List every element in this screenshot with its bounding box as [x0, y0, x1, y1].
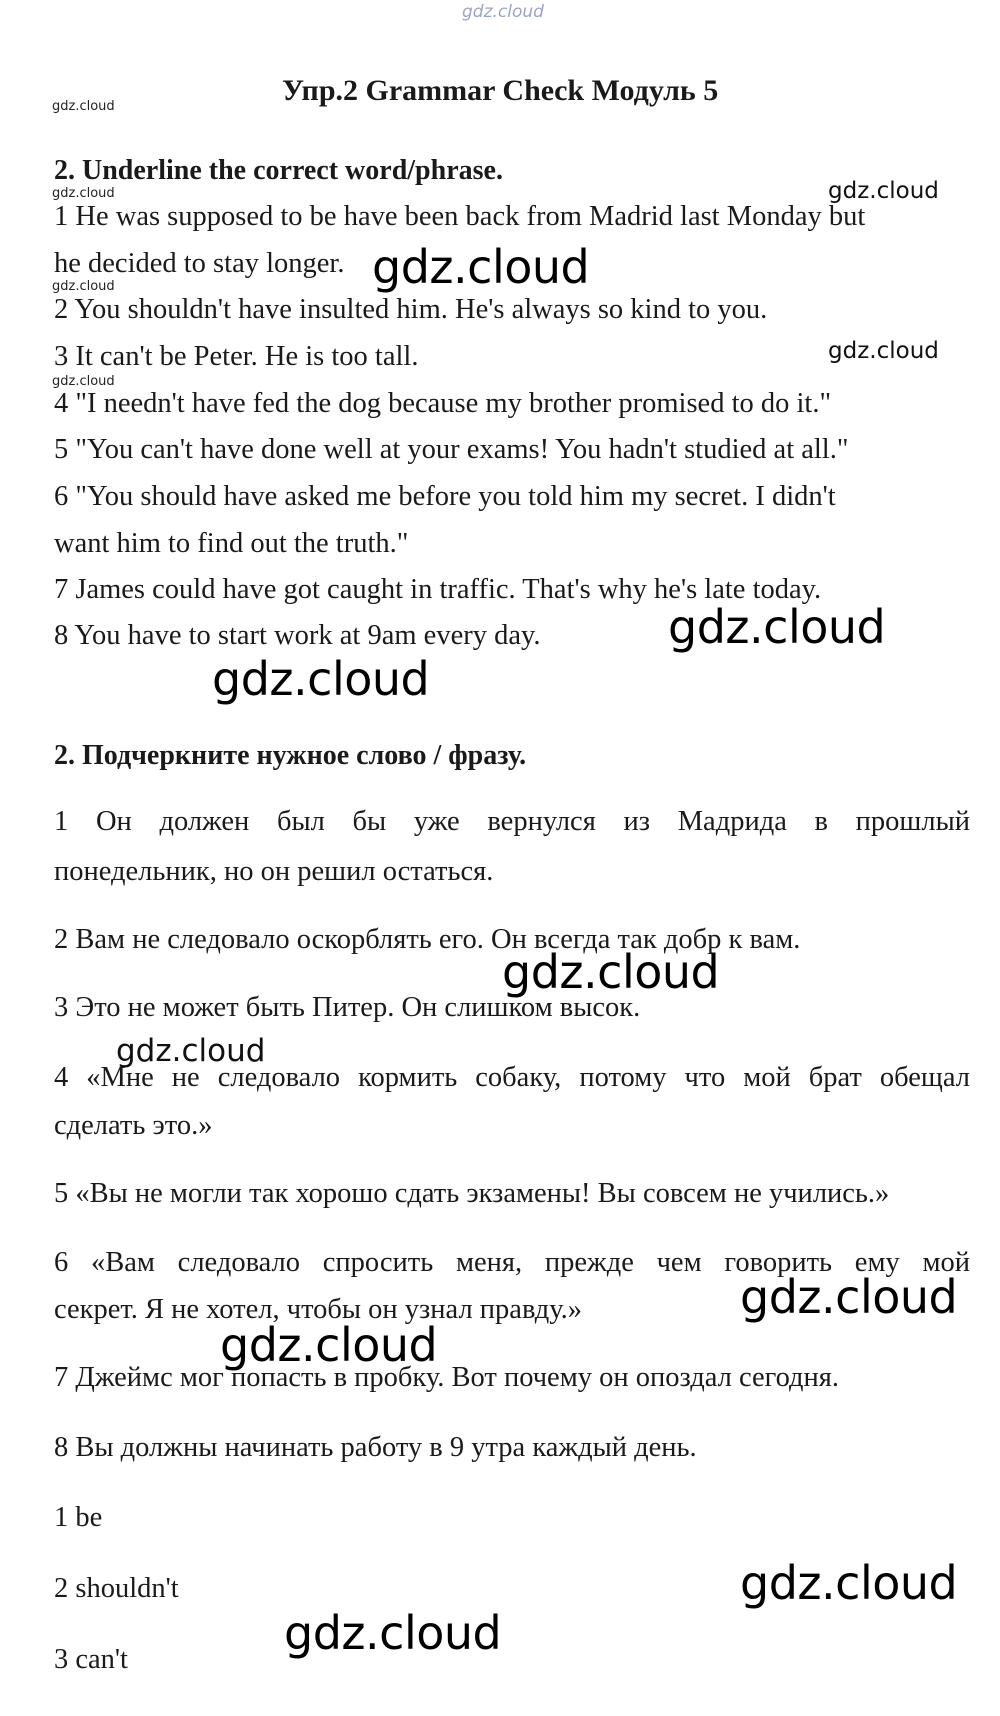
watermark-medium: gdz.cloud — [116, 1033, 266, 1069]
watermark-small: gdz.cloud — [52, 279, 115, 294]
english-heading: 2. Underline the correct word/phrase. — [54, 155, 503, 186]
watermark-large: gdz.cloud — [502, 945, 720, 999]
russian-line: секрет. Я не хотел, чтобы он узнал правду.» — [54, 1294, 582, 1325]
watermark-small: gdz.cloud — [52, 99, 115, 114]
english-line: 5 "You can't have done well at your exams! You hadn't studied at all." — [54, 434, 849, 465]
english-line: 8 You have to start work at 9am every day. — [54, 620, 541, 651]
watermark-large: gdz.cloud — [284, 1606, 502, 1660]
english-line: 3 It can't be Peter. He is too tall. — [54, 341, 419, 372]
watermark-top: gdz.cloud — [462, 2, 544, 22]
watermark-large: gdz.cloud — [740, 1556, 958, 1610]
watermark-large: gdz.cloud — [220, 1318, 438, 1372]
russian-heading: 2. Подчеркните нужное слово / фразу. — [54, 740, 527, 771]
watermark-large: gdz.cloud — [740, 1270, 958, 1324]
watermark-large: gdz.cloud — [372, 240, 590, 294]
watermark-large: gdz.cloud — [668, 600, 886, 654]
english-line: 7 James could have got caught in traffic. That's why he's late today. — [54, 574, 822, 605]
english-line: 4 "I needn't have fed the dog because my brother promised to do it." — [54, 388, 832, 419]
russian-line: сделать это.» — [54, 1110, 213, 1141]
english-line: want him to find out the truth." — [54, 528, 409, 559]
russian-line: 2 Вам не следовало оскорблять его. Он всегда так добр к вам. — [54, 924, 801, 955]
russian-line: 8 Вы должны начинать работу в 9 утра каждый день. — [54, 1432, 697, 1463]
page-title: Упр.2 Grammar Check Модуль 5 — [282, 74, 719, 107]
russian-line: 7 Джеймс мог попасть в пробку. Вот почему он опоздал сегодня. — [54, 1362, 840, 1393]
russian-line: 5 «Вы не могли так хорошо сдать экзамены! Вы совсем не учились.» — [54, 1178, 890, 1209]
russian-line: 4 «Мне не следовало кормить собаку, потому что мой брат обещал — [54, 1062, 970, 1093]
answer-line: 3 can't — [54, 1644, 128, 1675]
russian-line: понедельник, но он решил остаться. — [54, 856, 494, 887]
russian-line: 3 Это не может быть Питер. Он слишком высок. — [54, 992, 641, 1023]
russian-line: 6 «Вам следовало спросить меня, прежде чем говорить ему мой — [54, 1247, 970, 1278]
watermark-small: gdz.cloud — [52, 186, 115, 201]
answer-line: 2 shouldn't — [54, 1573, 179, 1604]
answer-line: 1 be — [54, 1502, 103, 1533]
english-line: he decided to stay longer. — [54, 248, 345, 279]
english-line: 1 He was supposed to be have been back from Madrid last Monday but — [54, 201, 866, 232]
watermark-medium: gdz.cloud — [828, 338, 939, 364]
english-line: 6 "You should have asked me before you told him my secret. I didn't — [54, 481, 836, 512]
russian-line: 1 Он должен был бы уже вернулся из Мадрида в прошлый — [54, 806, 970, 837]
watermark-large: gdz.cloud — [212, 652, 430, 706]
english-line: 2 You shouldn't have insulted him. He's always so kind to you. — [54, 294, 768, 325]
watermark-small: gdz.cloud — [52, 374, 115, 389]
watermark-medium: gdz.cloud — [828, 178, 939, 204]
